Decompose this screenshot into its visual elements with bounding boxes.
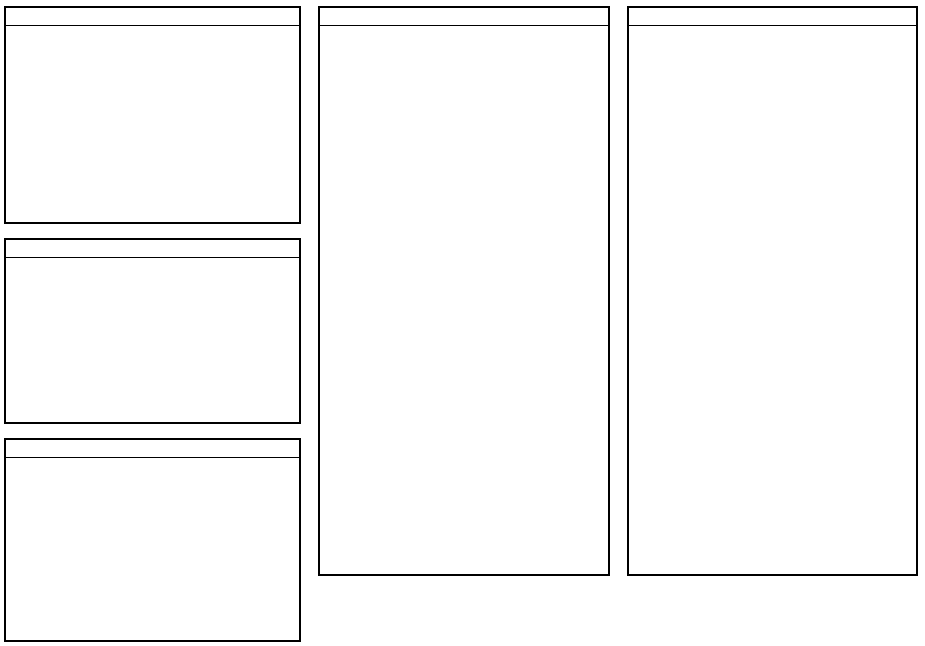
panel-basisstundensatz — [4, 438, 301, 642]
panel-extern-home — [627, 6, 918, 576]
panel-umsatz-selbstaendiger — [4, 238, 301, 424]
panel-angestellter — [4, 6, 301, 224]
panel-home-office — [318, 6, 610, 576]
